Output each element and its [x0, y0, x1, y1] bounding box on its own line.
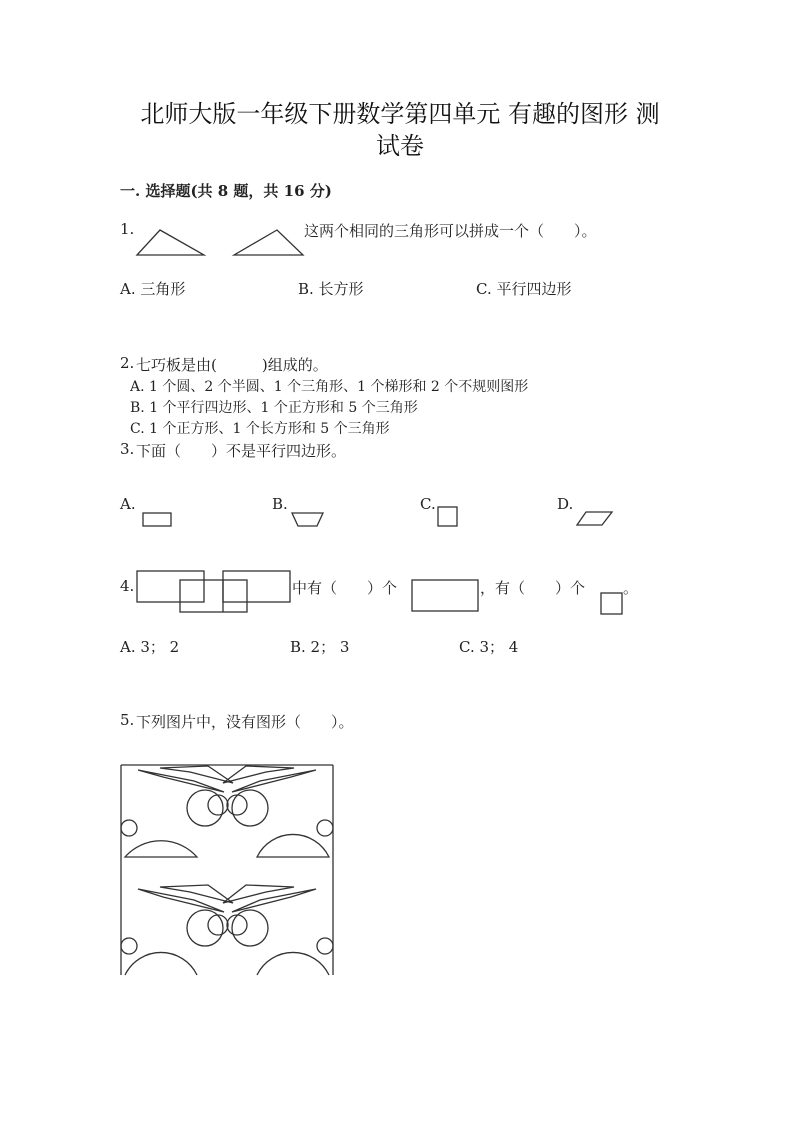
q4-option-b: B. 2； 3 [290, 638, 350, 656]
q1-triangle-left [136, 228, 206, 258]
q3-parallelogram-icon [576, 511, 616, 527]
q4-text-c: 。 [623, 579, 639, 597]
page-title-line-2: 试卷 [376, 132, 424, 160]
q1-option-c: C. 平行四边形 [476, 280, 572, 298]
q3-rectangle-icon [142, 512, 172, 528]
q4-option-a: A. 3； 2 [120, 638, 180, 656]
q3-option-a-label: A. [120, 495, 136, 513]
q3-option-b-label: B. [272, 495, 288, 513]
q3-square-icon [437, 506, 459, 528]
q3-number: 3. [120, 440, 135, 458]
q4-rectangle-icon [411, 579, 481, 613]
q1-option-a: A. 三角形 [120, 280, 186, 298]
q2-text: 七巧板是由( )组成的。 [136, 356, 328, 374]
q4-text-a: 中有（ ）个 [292, 579, 398, 597]
q2-number: 2. [120, 354, 135, 372]
q1-triangle-right [232, 228, 307, 258]
q2-option-b: B. 1 个平行四边形、1 个正方形和 5 个三角形 [130, 400, 418, 416]
q5-text: 下列图片中，没有图形（ ）。 [136, 713, 354, 731]
q2-option-c: C. 1 个正方形、1 个长方形和 5 个三角形 [130, 421, 390, 437]
q2-option-a: A. 1 个圆、2 个半圆、1 个三角形、1 个梯形和 2 个不规则图形 [130, 379, 529, 395]
q4-option-c: C. 3； 4 [459, 638, 519, 656]
page-title-line-1: 北师大版一年级下册数学第四单元 有趣的图形 测 [140, 100, 660, 128]
q4-number: 4. [120, 577, 135, 595]
q5-rabbit-figures-image [120, 764, 336, 976]
q4-square-icon [600, 592, 624, 616]
q4-composite-figure [136, 569, 292, 615]
q3-option-d-label: D. [557, 495, 574, 513]
q1-option-b: B. 长方形 [298, 280, 364, 298]
q1-text: 这两个相同的三角形可以拼成一个（ ）。 [304, 222, 597, 240]
q3-text: 下面（ ）不是平行四边形。 [136, 442, 347, 460]
q4-text-b: ，有（ ）个 [480, 579, 586, 597]
q3-option-c-label: C. [420, 495, 436, 513]
q3-trapezoid-icon [291, 512, 325, 528]
q5-number: 5. [120, 711, 135, 729]
section-heading: 一. 选择题(共 8 题，共 16 分) [120, 182, 332, 200]
q1-number: 1. [120, 220, 135, 238]
